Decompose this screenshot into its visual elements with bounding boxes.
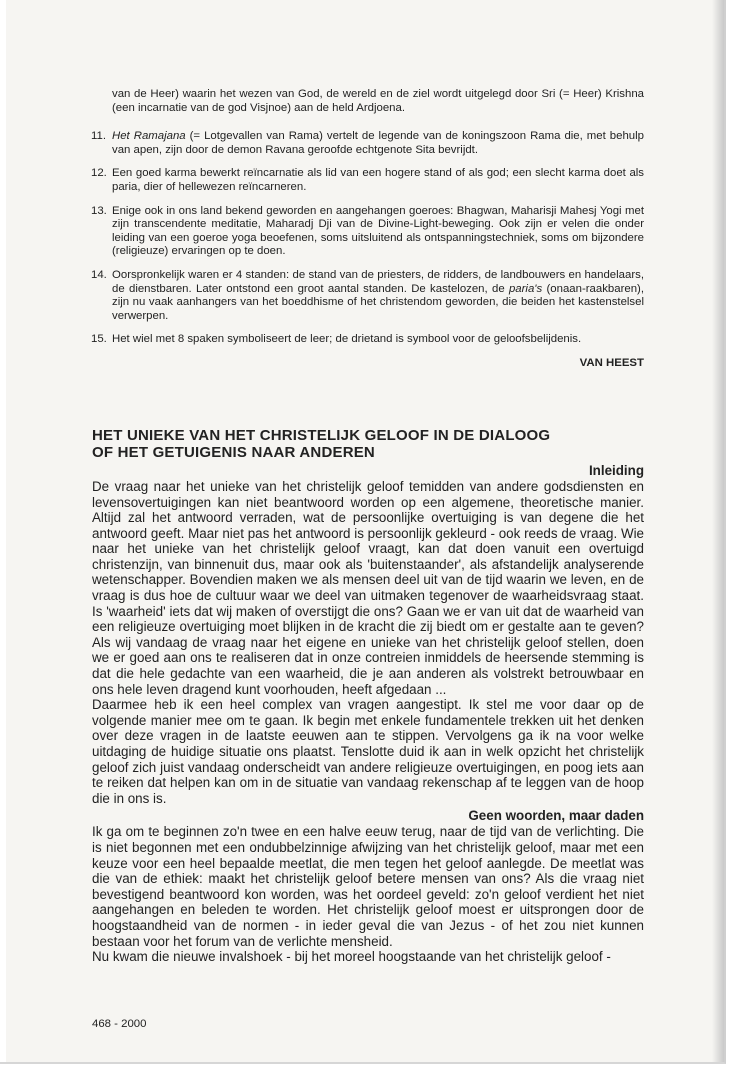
footnote-12: 12. Een goed karma bewerkt reïncarnatie als lid van een hogere stand of als god; een slecht karma doet als paria, dier of hellewezen reïncarneren.: [91, 167, 644, 193]
section-heading-inleiding: Inleiding: [588, 462, 644, 478]
author-signature: VAN HEEST: [579, 356, 644, 369]
footnote-14: 14. Oorspronkelijk waren er 4 standen: de stand van de priesters, de ridders, de landbouwers en handelaars, de dienstbaren. Later ontstond een groot aantal standen. De kastelozen, de paria's (onaan-raakbaren), zijn nu vaak aanhangers van het boeddhisme of het christendom geworden, die beiden het kastenstelsel verwerpen.: [91, 268, 644, 322]
page-content: [92, 88, 644, 965]
paragraph: De vraag naar het unieke van het christelijk geloof temidden van andere godsdiensten en levensovertuigingen kan niet beantwoord worden op een algemene, theoretische manier. Altijd zal het antwoord verraden, wat de persoonlijke overtuiging is van degene die het antwoord geeft. Maar niet pas het antwoord is persoonlijk gekleurd - ook reeds de vraag. Wie naar het unieke van het christelijk geloof vraagt, kan dat doen vanuit een overtuigd christenzijn, van binnenuit dus, maar ook als 'buitenstaander', als afstandelijk analyserende wetenschapper. Bovendien maken we als mensen deel uit van de tijd waarin we leven, en de vraag is dus hoe de cultuur waar we deel van uitmaken tegenover de waarheidsvraag staat. Is 'waarheid' iets dat wij maken of overstijgt die ons? Gaan we er van uit dat de waarheid van een religieuze overtuiging moet blijken in de kracht die zij biedt om er gestalte aan te geven? Als wij vandaag de vraag naar het eigene en unieke van het christelijk geloof stellen, doen we er goed aan ons te realiseren dat in onze contreien inmiddels de heersende stemming is dat die hele gedachte van een waarheid, die je aan anderen als volstrekt betrouwbaar en ons hele leven dragend kunt voorhouden, heeft afgedaan ...: [92, 478, 644, 697]
paragraph: Daarmee heb ik een heel complex van vragen aangestipt. Ik stel me voor daar op de volgende manier mee om te gaan. Ik begin met enkele fundamentele trekken uit het denken over deze vragen in de laatste eeuwen aan te stippen. Vervolgens ga ik na voor welke uitdaging de huidige situatie ons plaatst. Tenslotte duid ik aan in welk opzicht het christelijk geloof zich juist vandaag onderscheidt van andere religieuze overtuigingen, en poog iets aan te reiken dat helpen kan om in de situatie van vandaag rekenschap af te leggen van de hoop die in ons is.: [92, 697, 644, 806]
page-edge-shadow: [712, 0, 724, 1062]
section-inleiding-body: [92, 479, 644, 806]
footnote-15: 15. Het wiel met 8 spaken symboliseert de leer; de drietand is symbool voor de geloofsbelijdenis.: [91, 333, 582, 346]
paragraph: Nu kwam die nieuwe invalshoek - bij het moreel hoogstaande van het christelijk geloof -: [92, 949, 611, 965]
section-heading-geen-woorden: Geen woorden, maar daden: [468, 808, 644, 824]
footnote-13: 13. Enige ook in ons land bekend geworden en aangehangen goeroes: Bhagwan, Maharisji Mahesj Yogi met zijn transcendente meditatie, Maharadj Dji van de Divine-Light-beweging. Ook zijn er velen die onder leiding van een goeroe yoga beoefenen, soms uitsluitend als ontspanningstechniek, soms om bijzondere (religieuze) ervaringen op te doen.: [91, 204, 644, 258]
section-geen-woorden-body: [92, 824, 644, 964]
footnote-11: 11. Het Ramajana (= Lotgevallen van Rama) vertelt de legende van de koningszoon Rama die, met behulp van apen, zijn door de demon Ravana geroofde echtgenote Sita bevrijdt.: [91, 130, 644, 156]
page-number: 468 - 2000: [92, 1018, 147, 1030]
footnote-continuation: van de Heer) waarin het wezen van God, de wereld en de ziel wordt uitgelegd door Sri (= Heer) Krishna (een incarnatie van de god Visjnoe) aan de held Ardjoena.: [112, 88, 644, 114]
footnotes-list: [92, 130, 644, 347]
article-title: HET UNIEKE VAN HET CHRISTELIJK GELOOF IN DE DIALOOG OF HET GETUIGENIS NAAR ANDEREN: [92, 426, 551, 461]
scan-left-edge: [0, 0, 6, 1062]
paragraph: Ik ga om te beginnen zo'n twee en een halve eeuw terug, naar de tijd van de verlichting. Die is niet begonnen met een ondubbelzinnige afwijzing van het christelijk geloof, maar met een keuze voor een heel bepaalde meetlat, die men tegen het geloof aanlegde. De meetlat was die van de ethiek: maakt het christelijk geloof betere mensen van ons? Als die vraag niet bevestigend beantwoord kon worden, was het oordeel geveld: zo'n geloof verdient het niet aangehangen en beleden te worden. Het christelijk geloof moest er uitsprongen door de hoogstaandheid van de normen - in ieder geval die van Jezus - of het zou niet kunnen bestaan voor het forum van de verlichte mensheid.: [92, 824, 644, 949]
